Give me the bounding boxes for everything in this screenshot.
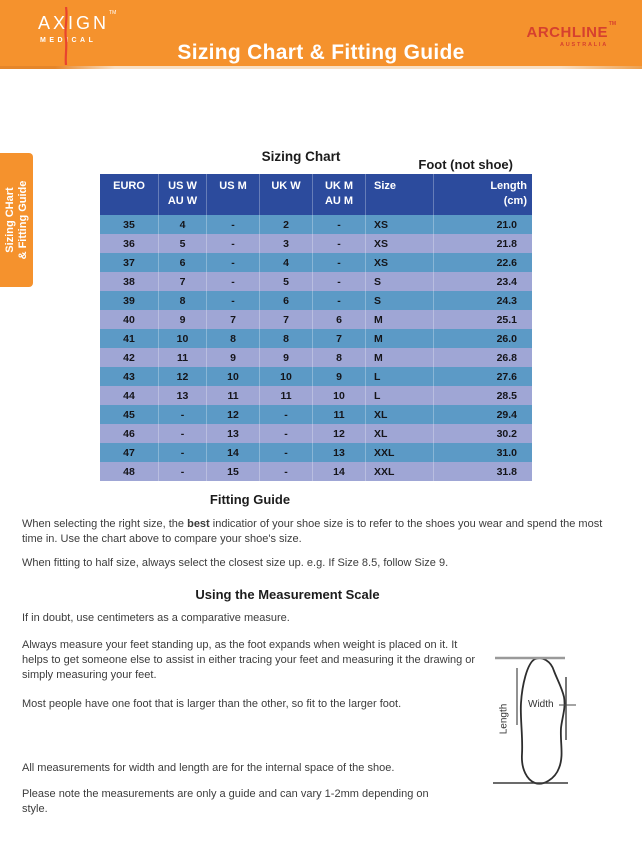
header-divider-rule [0,66,642,69]
cell-uk_m: 7 [313,329,366,348]
cell-euro: 36 [100,234,159,253]
column-header-euro: EURO [100,174,159,215]
cell-length_cm: 30.2 [434,424,533,443]
cell-us_w: 10 [159,329,207,348]
cell-us_w: 4 [159,215,207,234]
column-header-uk_m: UK M AU M [313,174,366,215]
cell-size: XL [366,424,434,443]
cell-uk_w: 10 [260,367,313,386]
cell-length_cm: 25.1 [434,310,533,329]
cell-us_w: 13 [159,386,207,405]
column-header-size: Size [366,174,434,215]
p1-bold-word: best [187,518,210,530]
cell-us_m: 13 [207,424,260,443]
cell-euro: 35 [100,215,159,234]
header-banner [0,0,642,66]
foot-measurement-diagram [488,646,642,796]
sizing-table-row [100,405,532,424]
cell-uk_m: 9 [313,367,366,386]
cell-euro: 46 [100,424,159,443]
column-header-us_m: US M [207,174,260,215]
cell-euro: 43 [100,367,159,386]
cell-euro: 44 [100,386,159,405]
sizing-table-row [100,462,532,481]
cell-us_w: - [159,462,207,481]
cell-euro: 48 [100,462,159,481]
cell-uk_w: 4 [260,253,313,272]
cell-us_m: - [207,234,260,253]
cell-us_m: - [207,272,260,291]
cell-uk_w: - [260,443,313,462]
cell-uk_m: 13 [313,443,366,462]
fitting-guide-paragraph-2: When fitting to half size, always select the closest size up. e.g. If Size 8.5, follow Size 9. [22,557,449,569]
cell-size: XS [366,253,434,272]
cell-length_cm: 24.3 [434,291,533,310]
cell-us_m: 11 [207,386,260,405]
column-header-uk_w: UK W [260,174,313,215]
cell-uk_m: - [313,291,366,310]
side-tab-line2: & Fitting Guide [16,180,29,260]
cell-length_cm: 23.4 [434,272,533,291]
cell-uk_w: 6 [260,291,313,310]
page-title: Sizing Chart & Fitting Guide [177,41,465,65]
cell-us_w: - [159,424,207,443]
cell-uk_m: - [313,215,366,234]
sizing-table-header-row [100,174,532,215]
sizing-table-row [100,272,532,291]
cell-us_m: 7 [207,310,260,329]
sizing-table-row [100,234,532,253]
cell-uk_w: - [260,462,313,481]
cell-uk_w: 11 [260,386,313,405]
archline-tm: TM [608,21,616,27]
cell-length_cm: 29.4 [434,405,533,424]
cell-euro: 45 [100,405,159,424]
cell-size: XS [366,215,434,234]
cell-uk_w: 7 [260,310,313,329]
cell-length_cm: 26.8 [434,348,533,367]
cell-uk_w: 3 [260,234,313,253]
cell-length_cm: 21.0 [434,215,533,234]
length-label: Length [498,703,510,735]
axign-brand-name [38,10,117,34]
sizing-table-row [100,329,532,348]
cell-euro: 37 [100,253,159,272]
cell-us_m: 8 [207,329,260,348]
cell-us_w: 8 [159,291,207,310]
side-tab-line1: Sizing CHart [3,187,16,253]
axign-logo [38,10,117,44]
cell-uk_m: 14 [313,462,366,481]
fitting-guide-heading: Fitting Guide [209,492,291,507]
cell-size: XXL [366,443,434,462]
side-tab [0,153,33,287]
side-tab-label [4,153,30,287]
column-header-us_w: US W AU W [159,174,207,215]
cell-length_cm: 22.6 [434,253,533,272]
cell-size: S [366,291,434,310]
width-label: Width [528,699,554,710]
cell-size: XL [366,405,434,424]
axign-subtitle: MEDICAL [40,37,97,44]
measurement-paragraph-4: All measurements for width and length are for the internal space of the shoe. [22,762,395,774]
cell-uk_w: 5 [260,272,313,291]
cell-uk_w: - [260,424,313,443]
cell-uk_m: 12 [313,424,366,443]
sizing-table-row [100,291,532,310]
sizing-table-row [100,424,532,443]
sizing-chart-title: Sizing Chart [261,149,341,164]
cell-size: S [366,272,434,291]
cell-length_cm: 27.6 [434,367,533,386]
cell-uk_w: 2 [260,215,313,234]
cell-uk_m: - [313,253,366,272]
foot-not-shoe-note: Foot (not shoe) [418,157,513,172]
measurement-scale-heading: Using the Measurement Scale [195,587,380,602]
cell-us_w: 6 [159,253,207,272]
column-header-length_cm: Length (cm) [434,174,533,215]
cell-length_cm: 31.0 [434,443,533,462]
foot-outline [521,658,565,784]
measurement-paragraph-3: Most people have one foot that is larger than the other, so fit to the larger foot. [22,698,402,710]
cell-length_cm: 21.8 [434,234,533,253]
measurement-paragraph-5: Please note the measurements are only a guide and can vary 1-2mm depending on style. [22,788,429,815]
cell-us_m: 15 [207,462,260,481]
sizing-table-row [100,348,532,367]
sizing-table-row [100,367,532,386]
measurement-paragraph-1: If in doubt, use centimeters as a comparative measure. [22,612,290,624]
cell-uk_m: - [313,272,366,291]
sizing-table [100,174,532,481]
cell-us_m: 9 [207,348,260,367]
cell-uk_m: 11 [313,405,366,424]
cell-uk_w: - [260,405,313,424]
cell-us_w: 5 [159,234,207,253]
cell-uk_w: 9 [260,348,313,367]
cell-us_m: 10 [207,367,260,386]
cell-size: L [366,386,434,405]
cell-length_cm: 28.5 [434,386,533,405]
cell-uk_m: 8 [313,348,366,367]
cell-us_m: 14 [207,443,260,462]
cell-uk_m: - [313,234,366,253]
cell-uk_m: 6 [313,310,366,329]
cell-euro: 42 [100,348,159,367]
cell-size: XXL [366,462,434,481]
axign-tm: TM [109,10,117,16]
cell-euro: 38 [100,272,159,291]
p1-text-start: When selecting the right size, the [22,518,188,530]
p1-text-end: indicatior of your shoe size is to refer to the shoes you wear and spend the most time in. Use the chart above to compare your shoe's size. [22,518,603,545]
cell-euro: 40 [100,310,159,329]
cell-uk_w: 8 [260,329,313,348]
archline-text: ARCHLINE [526,24,608,41]
cell-size: XS [366,234,434,253]
sizing-table-row [100,253,532,272]
cell-us_w: - [159,443,207,462]
archline-subtitle: AUSTRALIA [560,42,608,48]
cell-uk_m: 10 [313,386,366,405]
sizing-table-row [100,386,532,405]
cell-size: M [366,348,434,367]
cell-us_m: 12 [207,405,260,424]
sizing-table-row [100,443,532,462]
cell-us_w: 11 [159,348,207,367]
cell-us_w: - [159,405,207,424]
cell-us_w: 9 [159,310,207,329]
cell-size: M [366,329,434,348]
cell-us_m: - [207,253,260,272]
archline-logo [526,21,616,48]
cell-length_cm: 26.0 [434,329,533,348]
sizing-table-row [100,215,532,234]
cell-length_cm: 31.8 [434,462,533,481]
cell-us_w: 12 [159,367,207,386]
sizing-table-row [100,310,532,329]
cell-euro: 47 [100,443,159,462]
cell-size: M [366,310,434,329]
axign-text: AXIGN [38,13,110,33]
cell-euro: 39 [100,291,159,310]
fitting-guide-paragraph-1 [22,517,626,546]
measurement-paragraph-2: Always measure your feet standing up, as the foot expands when weight is placed on it. It helps to get someone else to assist in either tracing your feet and measuring it the drawing or simply measuring your feet. [22,639,476,681]
cell-us_m: - [207,215,260,234]
cell-us_w: 7 [159,272,207,291]
cell-euro: 41 [100,329,159,348]
archline-brand-name [526,21,616,41]
cell-us_m: - [207,291,260,310]
cell-size: L [366,367,434,386]
